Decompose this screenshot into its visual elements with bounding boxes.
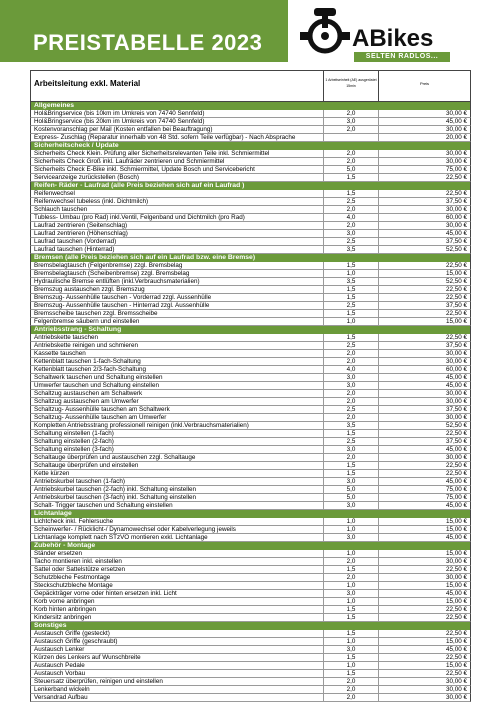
row-description: Schaltung einstellen (2-fach) [34,438,114,445]
row-description: Schutzbleche Festmontage [34,574,111,581]
row-description: Korb hinten anbringen [34,606,96,613]
row-description: Bremsbelagtausch (Scheibenbremse) zzgl. Bremsbelag [34,270,190,277]
row-work-units: 1,0 [323,270,378,277]
section-header: Antriebsstrang - Schaltung [30,326,471,334]
page-header [0,0,500,70]
row-work-units: 2,0 [323,110,378,117]
row-work-units: 3,5 [323,278,378,285]
row-work-units: 3,0 [323,534,378,541]
row-description: Bremszug austauschen zzgl. Bremszug [34,286,145,293]
row-description: Hol&Bringservice (bis 20km im Umkreis von 74740 Sennfeld) [34,118,205,125]
row-work-units: 2,0 [323,158,378,165]
table-row [30,558,471,566]
row-work-units: 1,5 [323,630,378,637]
table-row [30,430,471,438]
row-price: 45,00 € [378,374,470,381]
section-header: Sonstiges [30,622,471,630]
table-row [30,534,471,542]
row-work-units: 1,5 [323,190,378,197]
row-work-units: 2,0 [323,350,378,357]
row-work-units: 2,0 [323,150,378,157]
row-work-units: 1,0 [323,662,378,669]
row-price: 30,00 € [378,222,470,229]
row-work-units: 2,0 [323,686,378,693]
row-price: 15,00 € [378,598,470,605]
row-price: 15,00 € [378,550,470,557]
row-price: 30,00 € [378,358,470,365]
row-price: 15,00 € [378,318,470,325]
row-description: Laufrad tauschen (Vorderrad) [34,238,117,245]
row-work-units: 2,5 [323,438,378,445]
row-price: 45,00 € [378,646,470,653]
row-price: 30,00 € [378,158,470,165]
row-work-units: 4,0 [323,366,378,373]
col-header-work-unit: 1 Arbeitseinheit (AE) ausgerüstet 15min [323,71,378,101]
table-row [30,174,471,182]
row-description: Korb vorne anbringen [34,598,95,605]
row-price: 22,50 € [378,566,470,573]
row-work-units [323,134,378,141]
row-price: 22,50 € [378,430,470,437]
row-price: 60,00 € [378,214,470,221]
row-description: Antriebskurbel tauschen (1-fach) [34,478,126,485]
row-price: 22,50 € [378,470,470,477]
row-price: 22,50 € [378,294,470,301]
row-price: 52,50 € [378,422,470,429]
row-price: 45,00 € [378,478,470,485]
table-row [30,230,471,238]
row-price: 75,00 € [378,486,470,493]
row-work-units: 3,0 [323,646,378,653]
row-price: 30,00 € [378,694,470,701]
row-description: Hol&Bringservice (bis 10km im Umkreis von 74740 Sennfeld) [34,110,205,117]
row-description: Reifenwechsel [34,190,75,197]
row-description: Laufrad zentrieren (Seitenschlag) [34,222,128,229]
table-row [30,606,471,614]
row-work-units: 5,0 [323,494,378,501]
row-price: 60,00 € [378,366,470,373]
table-row [30,414,471,422]
section-header: Sicherheitscheck / Update [30,142,471,150]
table-row [30,694,471,702]
row-description: Laufrad tauschen (Hinterrad) [34,246,115,253]
row-work-units: 1,5 [323,566,378,573]
row-price: 30,00 € [378,686,470,693]
row-price: 22,50 € [378,670,470,677]
table-row [30,190,471,198]
row-description: Kassette tauschen [34,350,86,357]
table-row [30,422,471,430]
row-description: Kürzen des Lenkers auf Wunschbreite [34,654,141,661]
row-description: Antriebskette tauschen [34,334,99,341]
row-price: 22,50 € [378,174,470,181]
row-description: Umwerfer tauschen und Schaltung einstellen [34,382,159,389]
row-price: 30,00 € [378,574,470,581]
row-work-units: 4,0 [323,214,378,221]
row-work-units: 2,0 [323,206,378,213]
row-work-units: 1,5 [323,614,378,621]
table-row [30,638,471,646]
row-description: Lichtcheck inkl. Fehlersuche [34,518,114,525]
row-description: Schaltung einstellen (3-fach) [34,446,114,453]
table-row [30,518,471,526]
table-row [30,486,471,494]
table-row [30,222,471,230]
table-row [30,126,471,134]
table-row [30,158,471,166]
row-price: 30,00 € [378,414,470,421]
table-row [30,502,471,510]
row-description: Lenkerband wickeln [34,686,90,693]
table-row [30,670,471,678]
row-price: 22,50 € [378,262,470,269]
row-price: 45,00 € [378,230,470,237]
row-description: Austausch Vorbau [34,670,86,677]
row-work-units: 2,0 [323,454,378,461]
section-header: Bremsen (alle Preis beziehen sich auf ein Laufrad bzw. eine Bremse) [30,254,471,262]
row-price: 45,00 € [378,502,470,509]
section-header: Lichtanlage [30,510,471,518]
table-row [30,270,471,278]
table-row [30,654,471,662]
row-price: 45,00 € [378,382,470,389]
row-price: 22,50 € [378,286,470,293]
row-work-units: 2,0 [323,574,378,581]
table-row [30,342,471,350]
row-price: 15,00 € [378,582,470,589]
row-description: Austausch Griffe (geschraubt) [34,638,118,645]
row-price: 30,00 € [378,126,470,133]
row-price: 75,00 € [378,494,470,501]
row-price: 15,00 € [378,270,470,277]
row-work-units: 3,0 [323,374,378,381]
row-work-units: 3,0 [323,446,378,453]
row-price: 30,00 € [378,110,470,117]
row-description: Bremszug- Aussenhülle tauschen - Vorderrad zzgl. Aussenhülle [34,294,212,301]
row-description: Schaltung einstellen (1-fach) [34,430,114,437]
row-work-units: 1,5 [323,310,378,317]
row-description: Kindersitz anbringen [34,614,92,621]
row-work-units: 1,5 [323,294,378,301]
row-description: Sattel oder Sattelstütze ersetzen [34,566,126,573]
row-work-units: 2,0 [323,390,378,397]
row-work-units: 3,0 [323,118,378,125]
row-price: 30,00 € [378,206,470,213]
row-description: Serviceanzeige zurückstellen (Bosch) [34,174,139,181]
row-price: 30,00 € [378,150,470,157]
table-row [30,334,471,342]
row-work-units: 1,5 [323,262,378,269]
table-row [30,454,471,462]
row-description: Schaltzug- Aussenhülle tauschen am Schaltwerk [34,406,170,413]
row-price: 15,00 € [378,638,470,645]
row-work-units: 1,0 [323,638,378,645]
row-work-units: 1,5 [323,286,378,293]
page-title: PREISTABELLE 2023 [33,30,263,55]
row-description: Austausch Lenker [34,646,85,653]
row-price: 22,50 € [378,462,470,469]
section-header: Zubehör - Montage [30,542,471,550]
table-row [30,206,471,214]
row-description: Kettenblatt tauschen 2/3-fach-Schaltung [34,366,147,373]
table-row [30,286,471,294]
row-work-units: 2,0 [323,398,378,405]
row-work-units: 2,0 [323,126,378,133]
row-work-units: 1,5 [323,654,378,661]
table-row [30,390,471,398]
row-description: Tubless- Umbau (pro Rad) inkl.Ventil, Felgenband und Dichtmilch (pro Rad) [34,214,245,221]
row-price: 45,00 € [378,534,470,541]
row-work-units: 3,0 [323,382,378,389]
row-description: Sicherheits Check E-Bike inkl. Schmiermittel, Update Bosch und Servicebericht [34,166,255,173]
row-price: 22,50 € [378,614,470,621]
row-price: 45,00 € [378,590,470,597]
row-work-units: 3,0 [323,502,378,509]
row-price: 22,50 € [378,654,470,661]
row-work-units: 2,5 [323,198,378,205]
table-row [30,662,471,670]
table-row [30,574,471,582]
row-work-units: 5,0 [323,486,378,493]
row-description: Schlauch tauschen [34,206,88,213]
row-description: Schaltzug- Aussenhülle tauschen am Umwerfer [34,414,167,421]
table-row [30,262,471,270]
table-row [30,198,471,206]
table-row [30,686,471,694]
row-description: Kettenblatt tauschen 1-fach-Schaltung [34,358,141,365]
table-row [30,446,471,454]
row-work-units: 2,0 [323,358,378,365]
row-price: 37,50 € [378,198,470,205]
table-row [30,566,471,574]
row-price: 37,50 € [378,438,470,445]
header-banner [0,0,288,62]
table-row [30,590,471,598]
row-work-units: 1,5 [323,430,378,437]
row-description: Schaltzug austauschen am Umwerfer [34,398,139,405]
row-work-units: 3,0 [323,590,378,597]
row-work-units: 2,5 [323,406,378,413]
row-description: Steuersatz überprüfen, reinigen und einstellen [34,678,163,685]
table-row [30,110,471,118]
logo-tagline: SELTEN RADLOS... [354,52,450,62]
row-price: 37,50 € [378,406,470,413]
table-row [30,294,471,302]
row-description: Felgenbremse säubern und einstellen [34,318,140,325]
row-price: 22,50 € [378,606,470,613]
row-price: 30,00 € [378,350,470,357]
row-description: Bremszug- Aussenhülle tauschen - Hinterrad zzgl. Aussenhülle [34,302,210,309]
row-description: Schalt- Trigger tauschen und Schaltung einstellen [34,502,173,509]
table-row [30,214,471,222]
row-description: Laufrad zentrieren (Höhenschlag) [34,230,128,237]
table-row [30,310,471,318]
row-price: 75,00 € [378,166,470,173]
col-header-price: Preis [378,71,470,101]
row-work-units: 2,0 [323,678,378,685]
row-description: Kompletten Antriebsstrang professionell reinigen (inkl.Verbrauchsmaterialien) [34,422,249,429]
row-price: 45,00 € [378,446,470,453]
row-description: Sicherheits Check Klein. Prüfung aller Sicherheitsrelevanten Teile inkl. Schmiermittel [34,150,270,157]
row-price: 15,00 € [378,662,470,669]
table-row [30,526,471,534]
table-row [30,358,471,366]
row-description: Tacho montieren inkl. einstellen [34,558,122,565]
row-price: 37,50 € [378,342,470,349]
row-work-units: 2,0 [323,222,378,229]
table-row [30,646,471,654]
table-row [30,318,471,326]
row-work-units: 2,0 [323,694,378,701]
row-work-units: 2,5 [323,342,378,349]
row-work-units: 3,5 [323,246,378,253]
table-row [30,630,471,638]
table-row [30,582,471,590]
table-row [30,350,471,358]
table-row [30,238,471,246]
table-row [30,550,471,558]
table-row [30,278,471,286]
row-price: 30,00 € [378,398,470,405]
row-work-units: 1,5 [323,462,378,469]
row-work-units: 1,0 [323,318,378,325]
row-price: 15,00 € [378,518,470,525]
row-description: Hydraulische Bremse entlüften (inkl.Verbrauchsmaterialien) [34,278,200,285]
table-row [30,478,471,486]
row-price: 37,50 € [378,238,470,245]
row-price: 15,00 € [378,526,470,533]
row-price: 30,00 € [378,678,470,685]
row-work-units: 1,0 [323,550,378,557]
row-description: Kostenvoranschlag per Mail (Kosten entfallen bei Beauftragung) [34,126,213,133]
row-work-units: 5,0 [323,166,378,173]
table-row [30,382,471,390]
row-description: Bremsscheibe tauschen zzgl. Bremsscheibe [34,310,158,317]
table-row [30,406,471,414]
row-description: Reifenwechsel tubeless (inkl. Dichtmilch) [34,198,149,205]
row-description: Gepäckträger vorne oder hinten ersetzen inkl. Licht [34,590,177,597]
row-price: 22,50 € [378,630,470,637]
table-row [30,494,471,502]
table-row [30,398,471,406]
row-price: 22,50 € [378,334,470,341]
row-description: Lichtanlage komplett nach STzVO montieren exkl. Lichtanlage [34,534,208,541]
row-description: Schaltauge überprüfen und austauschen zzgl. Schaltauge [34,454,196,461]
bike-crank-icon [298,6,350,58]
row-description: Antriebskurbel tauschen (2-fach) inkl. Schaltung einstellen [34,486,197,493]
row-work-units: 1,5 [323,606,378,613]
row-work-units: 1,0 [323,582,378,589]
row-work-units: 2,5 [323,238,378,245]
row-description: Antriebskette reinigen und schmieren [34,342,138,349]
table-row [30,166,471,174]
row-work-units: 1,5 [323,670,378,677]
table-row [30,366,471,374]
section-header: Reifen- Räder - Laufrad (alle Preis beziehen sich auf ein Laufrad ) [30,182,471,190]
table-row [30,614,471,622]
table-row [30,470,471,478]
logo-name: ABikes [352,25,434,52]
row-work-units: 2,0 [323,414,378,421]
row-description: Austausch Pedale [34,662,85,669]
row-description: Schaltwerk tauschen und Schaltung einstellen [34,374,163,381]
row-work-units: 1,0 [323,518,378,525]
row-price: 52,50 € [378,278,470,285]
table-row [30,302,471,310]
row-description: Steckschutzbleche Montage [34,582,113,589]
row-work-units: 1,5 [323,334,378,341]
table-row [30,134,471,142]
row-work-units: 1,0 [323,598,378,605]
row-description: Sicherheits Check Groß inkl. Laufräder zentrieren und Schmiermittel [34,158,225,165]
row-price: 30,00 € [378,558,470,565]
row-description: Schaltzug austauschen am Schaltwerk [34,390,143,397]
section-header: Allgemeines [30,102,471,110]
table-header [30,70,471,102]
row-description: Antriebskurbel tauschen (3-fach) inkl. Schaltung einstellen [34,494,197,501]
row-price: 30,00 € [378,390,470,397]
row-price: 22,50 € [378,190,470,197]
row-work-units: 1,5 [323,470,378,477]
row-work-units: 1,0 [323,526,378,533]
row-price: 45,00 € [378,118,470,125]
row-work-units: 3,0 [323,230,378,237]
table-body [30,102,471,702]
row-description: Versandrad Aufbau [34,694,88,701]
row-work-units: 2,5 [323,302,378,309]
price-table [30,70,471,702]
row-price: 37,50 € [378,302,470,309]
row-work-units: 3,0 [323,478,378,485]
table-row [30,118,471,126]
row-price: 22,50 € [378,310,470,317]
row-description: Austausch Griffe (gesteckt) [34,630,110,637]
row-description: Ständer ersetzen [34,550,82,557]
row-work-units: 1,5 [323,174,378,181]
row-description: Schaltauge überprüfen und einstellen [34,462,139,469]
table-row [30,598,471,606]
table-row [30,438,471,446]
row-price: 52,50 € [378,246,470,253]
row-description: Scheinwerfer- / Rücklicht-/ Dynamowechsel oder Kabelverlegung jeweils [34,526,236,533]
abikes-logo [296,2,500,66]
row-description: Bremsbelagtausch (Felgenbremse) zzgl. Bremsbelag [34,262,183,269]
row-description: Kette kürzen [34,470,70,477]
row-price: 20,00 € [378,134,470,141]
row-description: Express- Zuschlag (Reparatur innerhalb von 48 Std. sofern Teile verfügbar) - Nach Absprache [34,134,296,141]
row-price: 30,00 € [378,454,470,461]
table-row [30,150,471,158]
row-work-units: 2,0 [323,558,378,565]
table-row [30,678,471,686]
table-row [30,462,471,470]
table-row [30,374,471,382]
row-work-units: 3,5 [323,422,378,429]
table-row [30,246,471,254]
col-header-description: Arbeitsleitung exkl. Material [34,79,141,88]
